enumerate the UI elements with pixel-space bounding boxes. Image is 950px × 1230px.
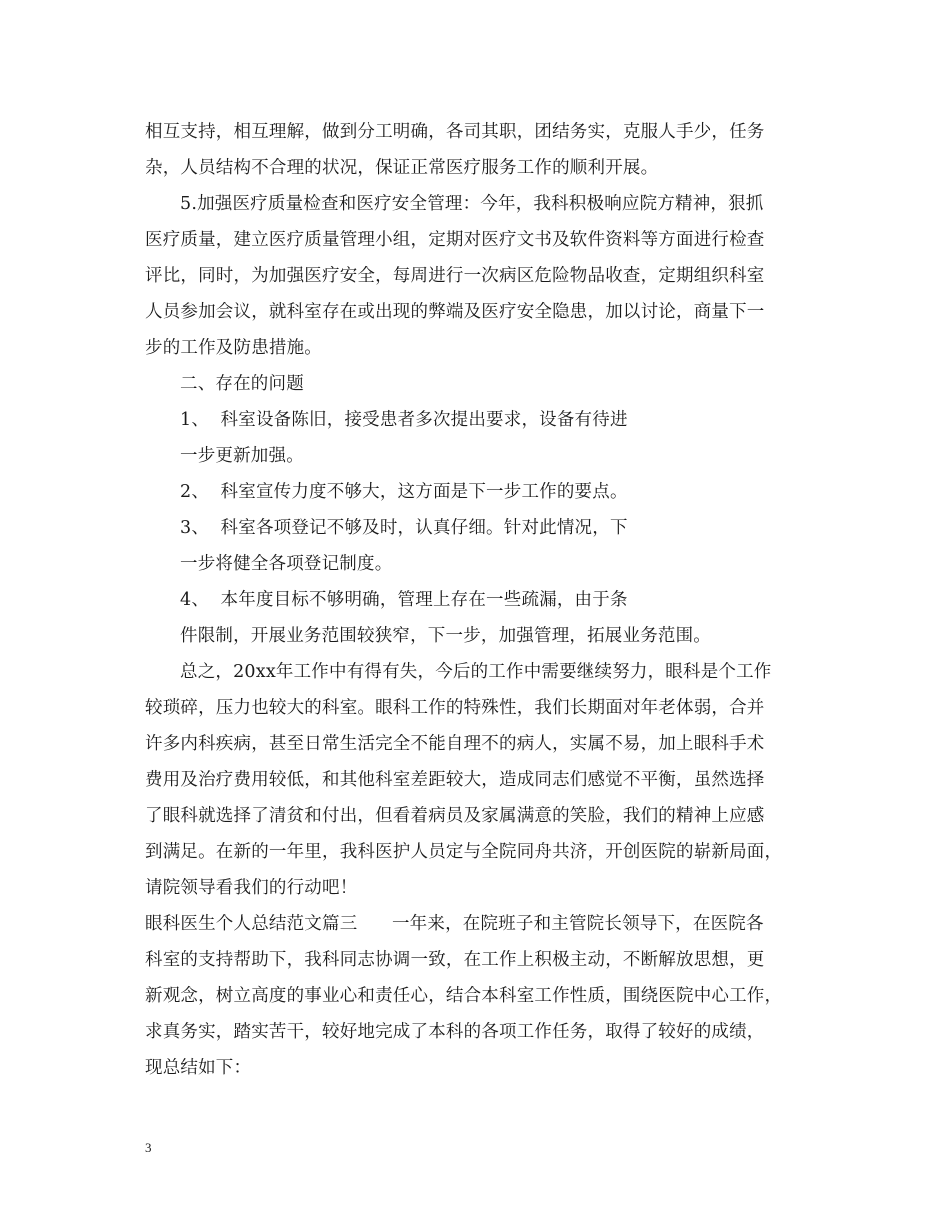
text-line: 新观念，树立高度的事业心和责任心，结合本科室工作性质，围绕医院中心工作， [145, 986, 783, 1006]
text-line: 件限制，开展业务范围较狭窄，下一步，加强管理，拓展业务范围。 [180, 626, 711, 646]
text-line: 费用及治疗费用较低，和其他科室差距较大，造成同志们感觉不平衡，虽然选择 [145, 770, 765, 790]
text-line: 到满足。在新的一年里，我科医护人员定与全院同舟共济，开创医院的崭新局面， [145, 842, 783, 862]
text-line: 较琐碎，压力也较大的科室。眼科工作的特殊性，我们长期面对年老体弱，合并 [145, 698, 765, 718]
text-line: 科室的支持帮助下，我科同志协调一致，在工作上积极主动，不断解放思想，更 [145, 950, 765, 970]
text-line: 评比，同时，为加强医疗安全，每周进行一次病区危险物品收查，定期组织科室 [145, 266, 765, 286]
list-item: 4、 本年度目标不够明确，管理上存在一些疏漏，由于条 [180, 590, 628, 610]
text-line: 总之，20xx年工作中有得有失，今后的工作中需要继续努力，眼科是个工作 [180, 662, 772, 682]
list-item: 1、 科室设备陈旧，接受患者多次提出要求，设备有待进 [180, 410, 628, 430]
section-heading: 二、存在的问题 [180, 374, 304, 394]
text-line: 医疗质量，建立医疗质量管理小组，定期对医疗文书及软件资料等方面进行检查 [145, 230, 765, 250]
text-line: 相互支持，相互理解，做到分工明确，各司其职，团结务实，克服人手少，任务 [145, 122, 765, 142]
text-line: 步的工作及防患措施。 [145, 338, 322, 358]
text-line: 人员参加会议，就科室存在或出现的弊端及医疗安全隐患，加以讨论，商量下一 [145, 302, 765, 322]
list-item: 3、 科室各项登记不够及时，认真仔细。针对此情况，下 [180, 518, 628, 538]
text-line: 求真务实，踏实苦干，较好地完成了本科的各项工作任务，取得了较好的成绩， [145, 1022, 765, 1042]
text-line: 了眼科就选择了清贫和付出，但看着病员及家属满意的笑脸，我们的精神上应感 [145, 806, 765, 826]
article-title-line: 眼科医生个人总结范文篇三 一年来，在院班子和主管院长领导下，在医院各 [145, 914, 764, 934]
text-line: 现总结如下： [145, 1058, 252, 1078]
text-line: 一步将健全各项登记制度。 [180, 554, 393, 574]
text-line: 请院领导看我们的行动吧！ [145, 878, 358, 898]
list-item: 2、 科室宣传力度不够大，这方面是下一步工作的要点。 [180, 482, 628, 502]
page-number: 3 [145, 1140, 152, 1155]
text-line: 5.加强医疗质量检查和医疗安全管理：今年，我科积极响应院方精神，狠抓 [180, 194, 764, 214]
text-line: 一步更新加强。 [180, 446, 304, 466]
text-line: 杂，人员结构不合理的状况，保证正常医疗服务工作的顺利开展。 [145, 158, 659, 178]
text-line: 许多内科疾病，甚至日常生活完全不能自理不的病人，实属不易，加上眼科手术 [145, 734, 765, 754]
